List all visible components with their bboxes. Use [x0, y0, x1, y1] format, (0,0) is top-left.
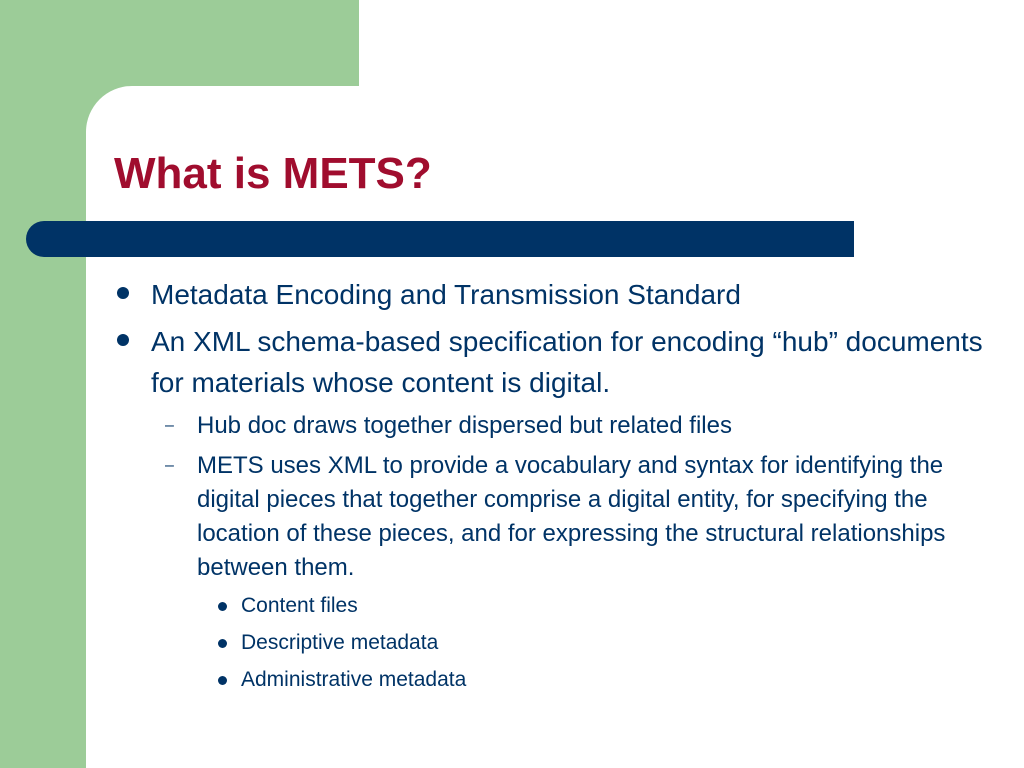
small-bullet-dot-icon: [218, 676, 227, 685]
slide-title: What is METS?: [114, 149, 432, 198]
sub-bullet-item: [113, 409, 993, 443]
dash-marker-icon: –: [165, 457, 174, 474]
slide-body: [113, 274, 993, 702]
bullet-text: Metadata Encoding and Transmission Standard: [151, 279, 741, 310]
bullet-dot-icon: [117, 287, 129, 299]
bullet-item: [113, 321, 993, 403]
bullet-dot-icon: [117, 334, 129, 346]
sub-bullet-item: [113, 449, 993, 585]
sub-sub-bullet-text: Descriptive metadata: [241, 631, 439, 654]
sub-sub-bullet-item: [113, 591, 993, 621]
bullet-text: An XML schema-based specification for encoding “hub” documents for materials whose content is digital.: [151, 326, 983, 398]
top-white-area: [359, 0, 1024, 86]
small-bullet-dot-icon: [218, 602, 227, 611]
sub-sub-bullet-item: [113, 665, 993, 695]
sub-sub-bullet-item: [113, 628, 993, 658]
sub-sub-bullet-text: Content files: [241, 594, 358, 617]
dash-marker-icon: –: [165, 417, 174, 434]
bullet-item: [113, 274, 993, 315]
sub-bullet-text: Hub doc draws together dispersed but related files: [197, 412, 732, 439]
sub-bullet-text: METS uses XML to provide a vocabulary and syntax for identifying the digital pieces that together comprise a digital entity, for specifying the location of these pieces, and for expressing the structural relationships between them.: [197, 452, 946, 581]
small-bullet-dot-icon: [218, 639, 227, 648]
sub-sub-bullet-text: Administrative metadata: [241, 668, 467, 691]
title-divider-bar: [26, 221, 854, 257]
